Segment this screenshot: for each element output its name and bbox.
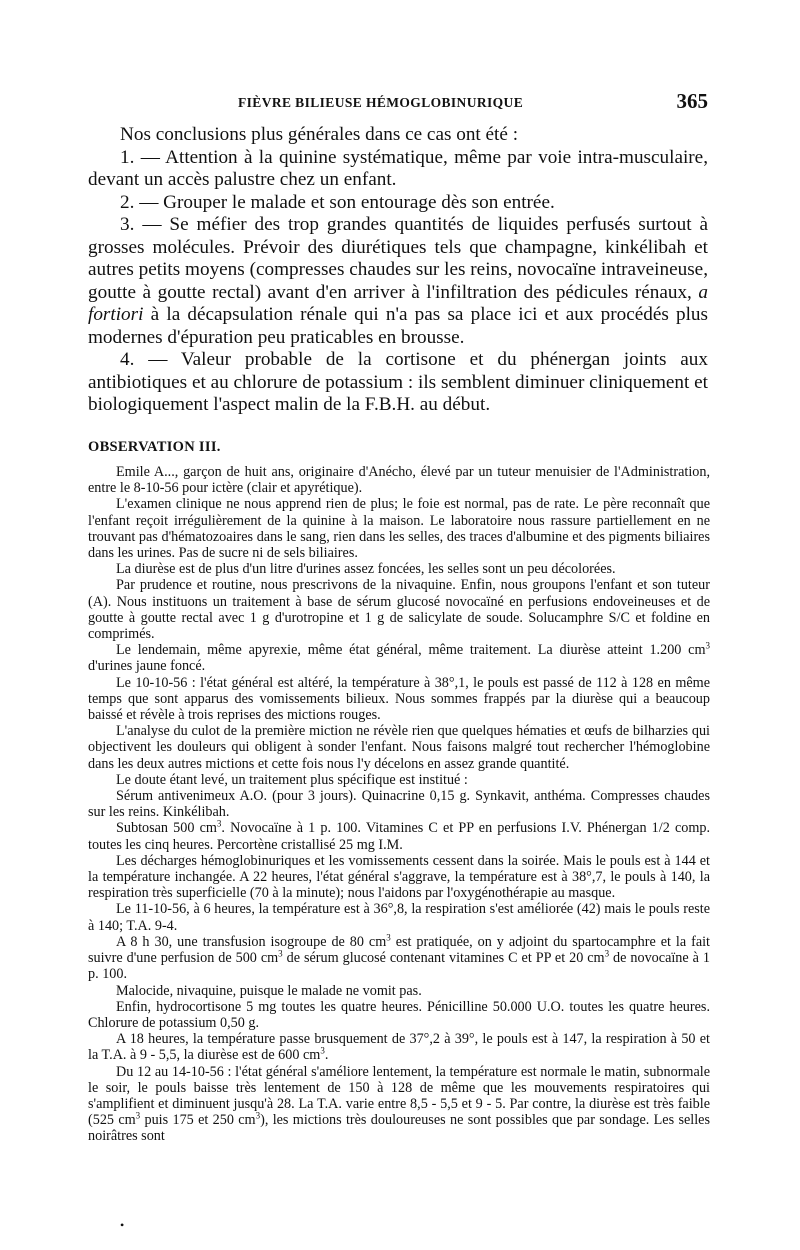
superscript: 3 [604,948,610,959]
observation-paragraph: Le doute étant levé, un traitement plus spécifique est institué : [116,771,468,788]
observation-paragraph: Le 10-10-56 : l'état général est altéré, la température à 38°,1, le pouls est passé de 112 à 128 en même temps que sont apparus des vomissements bilieux. Nous sommes frappés par la diurèse qui a beaucoup baissé et révèle à trois reprises des mictions rouges. [88,674,710,724]
observation-text: Du 12 au 14-10-56 : l'état général s'améliore lentement, la température est normale le matin, subnormale le soir, le pouls baisse très lentement de 150 à 128 de même que les mouvements respiratoires qui s'amplifient et diminuent jusqu'à 28. La T.A. varie entre 8,5 - 5,5 et 9 - 5. Par contre, la diurèse est très faible (525 cm [88,1063,710,1129]
conclusions-intro: Nos conclusions plus générales dans ce cas ont été : [120,124,519,145]
observation-body [88,464,710,1145]
page-number: 365 [676,89,708,113]
observation-text: d'urines jaune foncé. [88,658,206,675]
observation-text: est pratiquée, on y adjoint du spartocamphre et la fait suivre d'une perfusion de 500 cm [88,933,711,967]
observation-paragraph: L'examen clinique ne nous apprend rien de plus; le foie est normal, pas de rate. Le père reconnaît que l'enfant reçoit irrégulièrement de la quinine à la maison. Le laboratoire nous rassure partiellement en ne trouvant pas d'hématozoaires dans le sang, rien dans les selles, des traces d'albumine et des pigments biliaires dans les urines. Pas de sucre ni de sels biliaires. [88,496,710,562]
observation-text: . [324,1047,329,1064]
superscript: 3 [320,1045,325,1056]
observation-text: Subtosan 500 cm [116,820,217,837]
observation-text: de novocaïne à 1 p. 100. [88,950,710,983]
superscript: 3 [705,640,710,651]
observation-text: Le lendemain, même apyrexie, même état général, même traitement. La diurèse atteint 1.200 cm [116,642,706,659]
observation-heading: OBSERVATION III. [88,439,221,455]
superscript: 3 [216,818,222,829]
observation-paragraph: Les décharges hémoglobinuriques et les vomissements cessent dans la soirée. Mais le pouls est à 144 et la température inchangée. A 22 heures, l'état général s'aggrave, la température est à 38°,7, le pouls à 140, la respiration très superficielle (70 à la minute); nous l'aidons par l'oxygénothérapie au masque. [88,852,710,902]
observation-paragraph [88,1031,710,1063]
observation-paragraph: Le 11-10-56, à 6 heures, la température est à 36°,8, la respiration s'est améliorée (42) mais le pouls reste à 140; T.A. 9-4. [88,901,710,934]
observation-paragraph: Emile A..., garçon de huit ans, originaire d'Anécho, élevé par un tuteur menuisier de l'Administration, entre le 8-10-56 pour ictère (clair et apyrétique). [88,464,710,497]
observation-text: A 18 heures, la température passe brusquement de 37°,2 à 39°, le pouls est à 147, la respiration à 50 et la T.A. à 9 - 5,5, la diurèse est de 600 cm [88,1031,710,1064]
observation-paragraph: La diurèse est de plus d'un litre d'urines assez foncées, les selles sont un peu décolorées. [116,561,616,578]
observation-paragraph: Par prudence et routine, nous prescrivons de la nivaquine. Enfin, nous groupons l'enfant et son tuteur (A). Nous instituons un traitement à base de sérum glucosé novocaïné en perfusions endoveineuses et de goutte à goutte rectal avec 1 g d'urotropine et 1 g de salicylate de soude. Solucamphre S/C et foldine en comprimés. [88,577,710,643]
running-title: FIÈVRE BILIEUSE HÉMOGLOBINURIQUE [238,95,524,110]
conclusion-item-4: 4. — Valeur probable de la cortisone et du phénergan joints aux antibiotiques et au chlorure de potassium : ils semblent diminuer cliniquement et biologiquement l'aspect malin de la F.B.H. au début. [88,349,708,415]
superscript: 3 [255,1110,261,1121]
conclusion-item-3-text-a: 3. — Se méfier des trop grandes quantités de liquides perfusés surtout à grosses molécules. Prévoir des diurétiques tels que champagne, kinkélibah et autres petits moyens (compresses chaudes sur les reins, novocaïne intraveineuse, goutte à goutte rectal) avant d'en arriver à l'infiltration des pédicules rénaux, [88,214,708,303]
conclusion-item-2: 2. — Grouper le malade et son entourage dès son entrée. [120,191,555,213]
conclusions-section [88,124,708,417]
conclusion-item-1: 1. — Attention à la quinine systématique, même par voie intra-musculaire, devant un accès palustre chez un enfant. [88,146,708,190]
page-mark: • [120,1218,125,1232]
observation-paragraph: Malocide, nivaquine, puisque le malade ne vomit pas. [116,982,422,999]
observation-text: puis 175 et 250 cm [140,1112,256,1129]
observation-paragraph [88,820,710,852]
observation-text: A 8 h 30, une transfusion isogroupe de 80 cm [116,933,387,950]
superscript: 3 [135,1110,141,1121]
superscript: 3 [386,932,391,943]
observation-paragraph [88,934,710,983]
running-head [88,89,708,117]
observation-text: . Novocaïne à 1 p. 100. Vitamines C et PP en perfusions I.V. Phénergan 1/2 comp. toutes les cinq heures. Percortène cristallisé 25 mg I.M. [88,820,711,853]
observation-paragraph [88,642,710,674]
observation-text: ), les mictions très douloureuses ne sont possibles que par sondage. Les selles noirâtres sont [88,1112,710,1145]
superscript: 3 [278,948,283,959]
observation-text: de sérum glucosé contenant vitamines C et PP et 20 cm [282,950,605,967]
observation-paragraph: Enfin, hydrocortisone 5 mg toutes les quatre heures. Pénicilline 50.000 U.O. toutes les quatre heures. Chlorure de potassium 0,50 g. [88,998,710,1031]
conclusion-item-3 [88,214,708,349]
observation-paragraph: L'analyse du culot de la première miction ne révèle rien que quelques hématies et œufs de bilharzies qui objectivent les douleurs qui obligent à sonder l'enfant. Nous faisons malgré tout rechercher l'hémoglobine dans les deux autres mictions et cette fois nous l'y décelons en assez grande quantité. [88,723,710,772]
conclusion-item-3-italic: a fortiori [88,281,708,325]
conclusion-item-3-text-b: à la décapsulation rénale qui n'a pas sa place ici et aux procédés plus modernes d'épuration peu praticables en brousse. [88,304,708,348]
observation-paragraph: Sérum antivenimeux A.O. (pour 3 jours). Quinacrine 0,15 g. Synkavit, anthéma. Compresses chaudes sur les reins. Kinkélibah. [88,788,710,821]
observation-paragraph [88,1064,710,1145]
